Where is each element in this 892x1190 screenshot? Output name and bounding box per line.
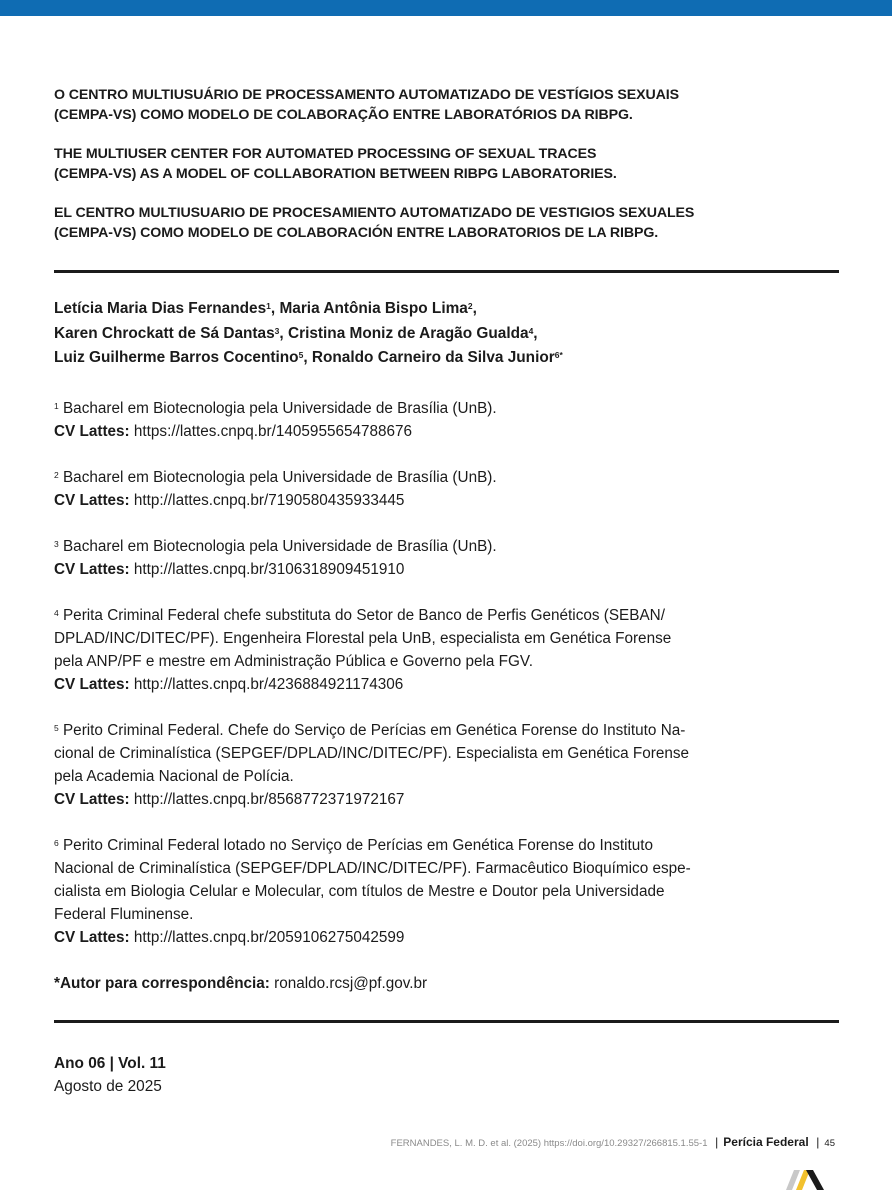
author-name: Cristina Moniz de Aragão Gualda (287, 324, 529, 342)
bottom-divider (54, 1020, 839, 1023)
affiliation-text: Bacharel em Biotecnologia pela Universidade de Brasília (UnB). (62, 538, 497, 555)
author-sup: 6* (554, 349, 563, 360)
affiliation-text: cional de Criminalística (SEPGEF/DPLAD/INC/DITEC/PF). Especialista em Genética Forense (54, 745, 690, 762)
title-pt-line: O CENTRO MULTIUSUÁRIO DE PROCESSAMENTO AUTOMATIZADO DE VESTÍGIOS SEXUAIS (54, 87, 679, 103)
title-pt-line: (CEMPA-VS) COMO MODELO DE COLABORAÇÃO ENTRE LABORATÓRIOS DA RIBPG. (54, 106, 633, 123)
affiliation-4 (54, 604, 844, 696)
author-sup: 1 (266, 300, 271, 311)
title-es-line: EL CENTRO MULTIUSUARIO DE PROCESAMIENTO AUTOMATIZADO DE VESTIGIOS SEXUALES (54, 205, 695, 221)
author-name: Maria Antônia Bispo Lima (279, 300, 468, 317)
top-divider (54, 270, 839, 273)
affiliation-number: 1 (54, 400, 59, 411)
footer-journal: Perícia Federal (723, 1135, 809, 1149)
title-en-line: (CEMPA-VS) AS A MODEL OF COLLABORATION BETWEEN RIBPG LABORATORIES. (54, 165, 617, 182)
logo-stripe-dark (806, 1170, 824, 1190)
affiliation-number: 4 (54, 607, 59, 618)
author-sup: 5 (298, 349, 304, 360)
footer-doi-link[interactable]: https://doi.org/10.29327/266815.1.55-1 (543, 1138, 708, 1149)
page-footer (391, 1135, 835, 1149)
author-line: Karen Chrockatt de Sá Dantas$^3$, Cristina Moniz de Aragão Gualda$^4$, (54, 324, 538, 342)
affiliation-6 (54, 834, 844, 949)
issue-volume: Ano 06 | Vol. 11 (54, 1055, 166, 1072)
journal-logo-icon (786, 1170, 834, 1190)
footer-citation: FERNANDES, L. M. D. et al. (2025) (390, 1138, 542, 1149)
author-sup: 2 (467, 300, 473, 311)
issue-date: Agosto de 2025 (54, 1078, 162, 1095)
cv-link[interactable]: http://lattes.cnpq.br/7190580435933445 (133, 492, 405, 509)
affiliation-text: Perita Criminal Federal chefe substituta do Setor de Banco de Perfis Genéticos (SEBAN/ (62, 607, 665, 624)
author-name: Karen Chrockatt de Sá Dantas (54, 324, 275, 342)
affiliation-list (54, 397, 844, 995)
correspondence (54, 972, 844, 995)
cv-label: CV Lattes: (54, 561, 130, 578)
author-name: Letícia Maria Dias Fernandes (54, 300, 267, 317)
affiliation-text: pela ANP/PF e mestre em Administração Pública e Governo pela FGV. (54, 653, 533, 670)
cv-link[interactable]: http://lattes.cnpq.br/4236884921174306 (133, 676, 404, 693)
affiliation-text: Perito Criminal Federal lotado no Serviço de Perícias em Genética Forense do Instituto (62, 837, 654, 854)
issue-info (54, 1052, 166, 1098)
affiliation-text: cialista em Biologia Celular e Molecular, com títulos de Mestre e Doutor pela Universidade (54, 883, 665, 900)
author-sup: 4 (528, 325, 534, 336)
cv-link[interactable]: https://lattes.cnpq.br/1405955654788676 (133, 423, 413, 440)
author-name: Ronaldo Carneiro da Silva Junior (311, 349, 555, 366)
cv-label: CV Lattes: (54, 791, 130, 808)
affiliation-1 (54, 397, 844, 443)
cv-label: CV Lattes: (54, 492, 130, 509)
affiliation-5 (54, 719, 844, 811)
affiliation-text: Federal Fluminense. (54, 906, 194, 923)
author-list (54, 297, 563, 371)
cv-link[interactable]: http://lattes.cnpq.br/2059106275042599 (133, 929, 405, 946)
correspondence-email[interactable]: ronaldo.rcsj@pf.gov.br (274, 975, 428, 992)
cv-link[interactable]: http://lattes.cnpq.br/3106318909451910 (133, 561, 405, 578)
title-english (54, 145, 844, 184)
page-number: 45 (824, 1138, 835, 1149)
cv-label: CV Lattes: (54, 929, 130, 946)
article-titles (54, 86, 844, 263)
author-name: Luiz Guilherme Barros Cocentino (54, 349, 299, 366)
affiliation-number: 5 (54, 722, 59, 733)
affiliation-text: Bacharel em Biotecnologia pela Universidade de Brasília (UnB). (62, 469, 497, 486)
cv-link[interactable]: http://lattes.cnpq.br/8568772371972167 (133, 791, 405, 808)
cv-label: CV Lattes: (54, 423, 130, 440)
author-line: Luiz Guilherme Barros Cocentino$^5$, Ronaldo Carneiro da Silva Junior$^{6*}$ (54, 349, 563, 366)
cv-label: CV Lattes: (54, 676, 130, 693)
affiliation-number: 2 (54, 469, 59, 480)
correspondence-label: *Autor para correspondência: (54, 975, 270, 992)
affiliation-text: DPLAD/INC/DITEC/PF). Engenheira Florestal pela UnB, especialista em Genética Forense (54, 630, 672, 647)
author-line: Letícia Maria Dias Fernandes$^1$, Maria Antônia Bispo Lima$^2$, (54, 300, 477, 317)
affiliation-text: pela Academia Nacional de Polícia. (54, 768, 294, 785)
affiliation-text: Bacharel em Biotecnologia pela Universidade de Brasília (UnB). (62, 400, 497, 417)
affiliation-number: 6 (54, 837, 59, 848)
title-spanish (54, 204, 844, 243)
author-sup: 3 (274, 325, 280, 336)
affiliation-3 (54, 535, 844, 581)
affiliation-text: Perito Criminal Federal. Chefe do Serviço de Perícias em Genética Forense do Instituto Na- (62, 722, 686, 739)
title-en-line: THE MULTIUSER CENTER FOR AUTOMATED PROCESSING OF SEXUAL TRACES (54, 146, 597, 162)
affiliation-2 (54, 466, 844, 512)
affiliation-text: Nacional de Criminalística (SEPGEF/DPLAD/INC/DITEC/PF). Farmacêutico Bioquímico espe- (54, 860, 691, 877)
footer-separator: | (816, 1135, 820, 1149)
title-es-line: (CEMPA-VS) COMO MODELO DE COLABORACIÓN ENTRE LABORATORIOS DE LA RIBPG. (54, 224, 659, 241)
footer-separator: | (715, 1135, 719, 1149)
affiliation-number: 3 (54, 538, 59, 549)
top-accent-bar (0, 0, 892, 16)
title-portuguese (54, 86, 844, 125)
